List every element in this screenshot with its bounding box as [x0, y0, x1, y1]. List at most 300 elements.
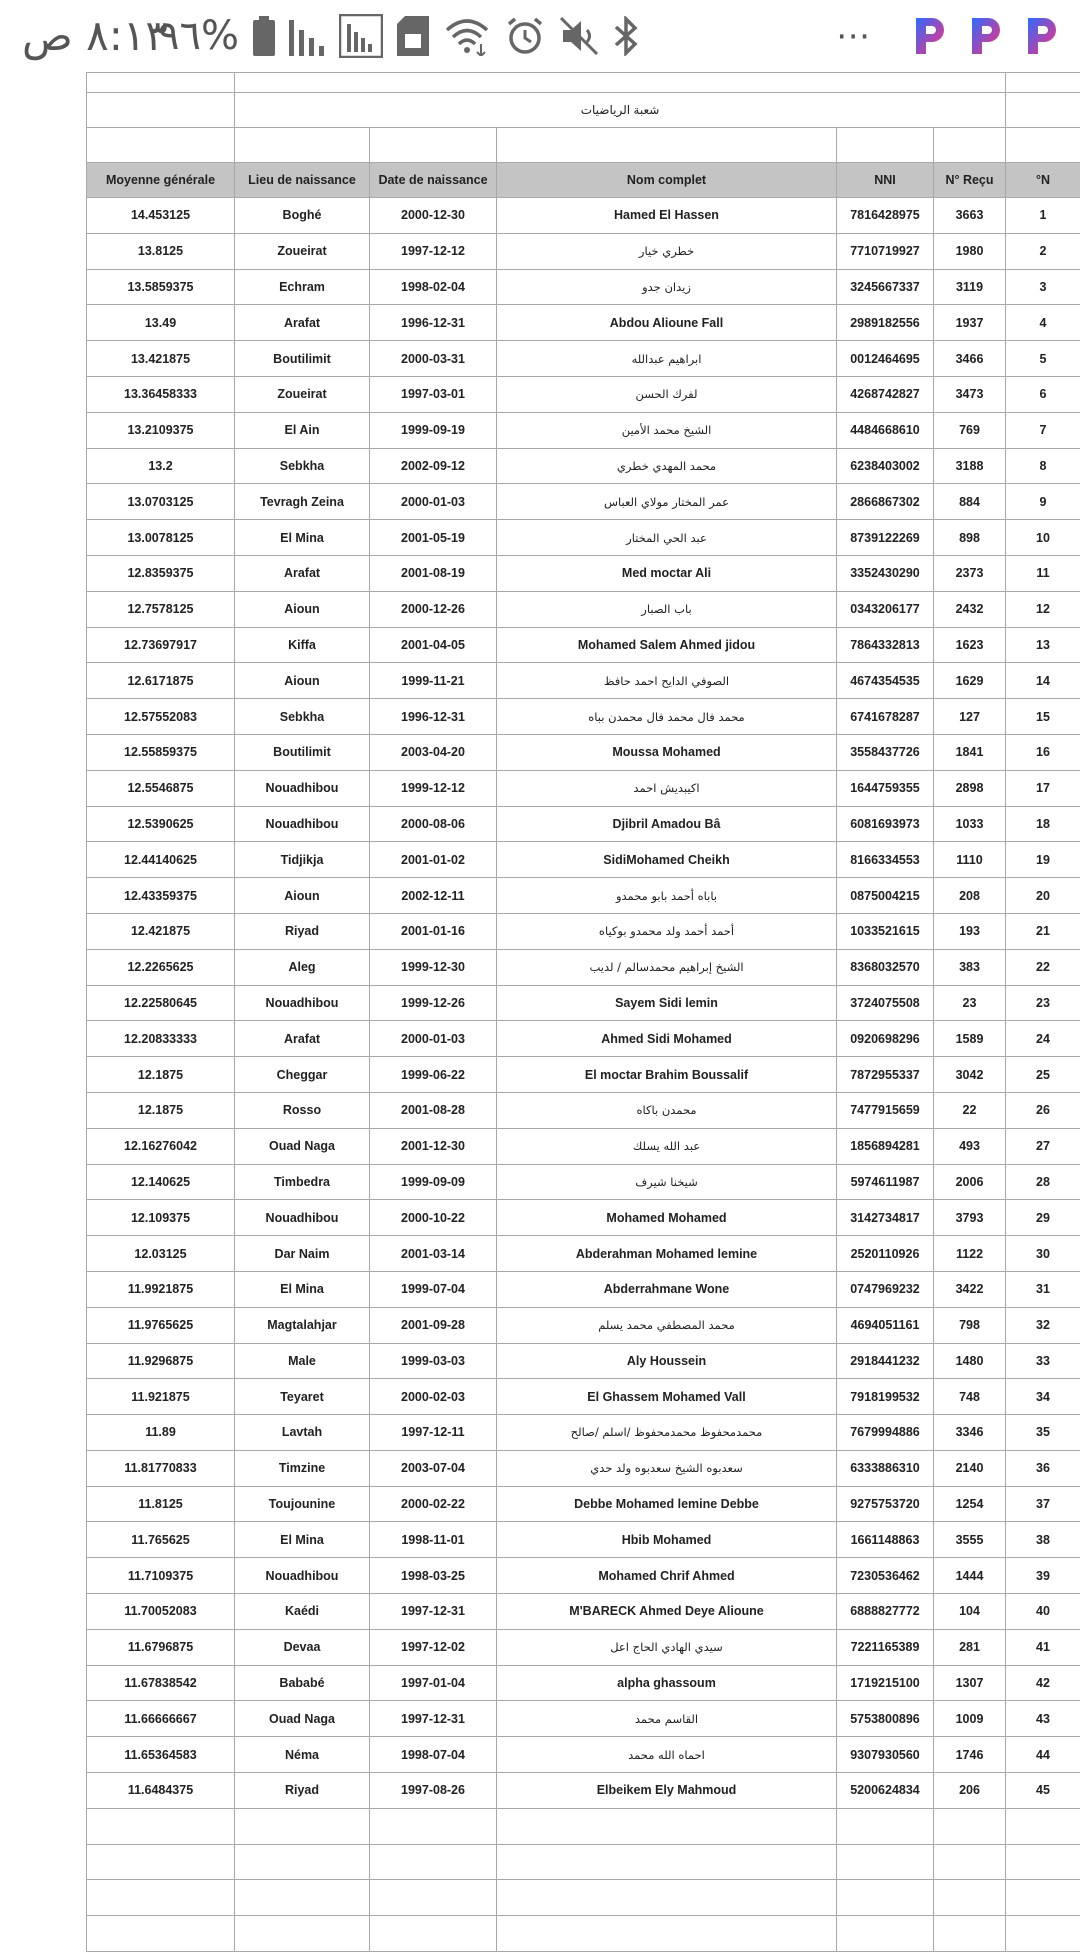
- cell-birthplace: Bababé: [235, 1665, 370, 1701]
- cell-birthplace: Boghé: [235, 198, 370, 234]
- cell-number: 6: [1006, 376, 1080, 412]
- cell-nni: 4484668610: [837, 412, 934, 448]
- cell-fullname: محمدن باكاه: [497, 1092, 837, 1128]
- cell-average: 11.765625: [87, 1522, 235, 1558]
- table-row: [87, 1486, 1080, 1522]
- cell-receipt: 1746: [934, 1737, 1006, 1773]
- cell-birthplace: Toujounine: [235, 1486, 370, 1522]
- cell-birthdate: 2001-05-19: [370, 520, 497, 556]
- table-row: [87, 520, 1080, 556]
- cell-average: 11.9765625: [87, 1307, 235, 1343]
- cell-birthplace: Aioun: [235, 663, 370, 699]
- cell-birthdate: 2001-08-28: [370, 1092, 497, 1128]
- cell-receipt: 2140: [934, 1450, 1006, 1486]
- cell-birthdate: 2001-08-19: [370, 555, 497, 591]
- table-row: [87, 128, 1080, 163]
- cell-birthplace: Néma: [235, 1737, 370, 1773]
- table-row: [87, 1737, 1080, 1773]
- cell-birthdate: 1999-06-22: [370, 1057, 497, 1093]
- cell-birthplace: Lavtah: [235, 1415, 370, 1451]
- table-row: [87, 269, 1080, 305]
- cell-average: 11.81770833: [87, 1450, 235, 1486]
- table-row: [87, 233, 1080, 269]
- cell-average: 11.8125: [87, 1486, 235, 1522]
- cell-birthplace: Zoueirat: [235, 233, 370, 269]
- cell-nni: 6741678287: [837, 699, 934, 735]
- cell-number: 40: [1006, 1594, 1080, 1630]
- cell-receipt: 3473: [934, 376, 1006, 412]
- cell-nni: 8739122269: [837, 520, 934, 556]
- cell-receipt: 1980: [934, 233, 1006, 269]
- cell-number: 32: [1006, 1307, 1080, 1343]
- table-row: [87, 1200, 1080, 1236]
- cell-nni: 7679994886: [837, 1415, 934, 1451]
- cell-receipt: 898: [934, 520, 1006, 556]
- battery-icon: [253, 16, 275, 56]
- app-notification-icon: [912, 14, 948, 58]
- cell-birthplace: Rosso: [235, 1092, 370, 1128]
- table-row: [87, 1092, 1080, 1128]
- cell-fullname: محمد المهدي خطري: [497, 448, 837, 484]
- cell-fullname: Debbe Mohamed lemine Debbe: [497, 1486, 837, 1522]
- cell-birthdate: 1997-12-31: [370, 1701, 497, 1737]
- cell-birthdate: 1997-12-11: [370, 1415, 497, 1451]
- cell-average: 12.1875: [87, 1092, 235, 1128]
- cell-birthplace: Kaédi: [235, 1594, 370, 1630]
- cell-birthdate: 1997-01-04: [370, 1665, 497, 1701]
- cell-fullname: الشيخ محمد الأمين: [497, 412, 837, 448]
- table-row: [87, 555, 1080, 591]
- cell-average: 13.5859375: [87, 269, 235, 305]
- cell-average: 12.1875: [87, 1057, 235, 1093]
- cell-fullname: El Ghassem Mohamed Vall: [497, 1379, 837, 1415]
- cell-nni: 5753800896: [837, 1701, 934, 1737]
- cell-number: 24: [1006, 1021, 1080, 1057]
- table-row: [87, 1343, 1080, 1379]
- cell-number: 17: [1006, 770, 1080, 806]
- cell-nni: 7710719927: [837, 233, 934, 269]
- table-row: [87, 1665, 1080, 1701]
- section-title: شعبة الرياضيات: [235, 93, 1006, 128]
- cell-birthplace: Riyad: [235, 913, 370, 949]
- cell-number: 28: [1006, 1164, 1080, 1200]
- cell-average: 12.7578125: [87, 591, 235, 627]
- cell-receipt: 2432: [934, 591, 1006, 627]
- cell-number: 33: [1006, 1343, 1080, 1379]
- cell-number: 41: [1006, 1629, 1080, 1665]
- cell-birthplace: Arafat: [235, 1021, 370, 1057]
- cell-nni: 5200624834: [837, 1773, 934, 1809]
- table-row: [87, 1021, 1080, 1057]
- cell-birthplace: Kiffa: [235, 627, 370, 663]
- cell-average: 13.2: [87, 448, 235, 484]
- cell-receipt: 3466: [934, 341, 1006, 377]
- cell-number: 29: [1006, 1200, 1080, 1236]
- more-icon[interactable]: ⋯: [836, 16, 872, 56]
- cell-number: 15: [1006, 699, 1080, 735]
- cell-receipt: 1629: [934, 663, 1006, 699]
- cell-number: 19: [1006, 842, 1080, 878]
- cell-receipt: 1444: [934, 1558, 1006, 1594]
- cell-number: 5: [1006, 341, 1080, 377]
- cell-birthplace: Nouadhibou: [235, 1558, 370, 1594]
- cell-birthplace: Ouad Naga: [235, 1701, 370, 1737]
- cell-nni: 6888827772: [837, 1594, 934, 1630]
- table-row: [87, 448, 1080, 484]
- cell-birthplace: El Mina: [235, 1271, 370, 1307]
- cell-birthplace: Devaa: [235, 1629, 370, 1665]
- cell-nni: 0920698296: [837, 1021, 934, 1057]
- column-header: Date de naissance: [370, 163, 497, 198]
- cell-fullname: El moctar Brahim Boussalif: [497, 1057, 837, 1093]
- cell-number: 16: [1006, 734, 1080, 770]
- results-table: [86, 72, 1080, 1952]
- cell-average: 13.0078125: [87, 520, 235, 556]
- cell-receipt: 208: [934, 878, 1006, 914]
- cell-birthdate: 1998-02-04: [370, 269, 497, 305]
- cell-receipt: 884: [934, 484, 1006, 520]
- cell-nni: 2989182556: [837, 305, 934, 341]
- table-row: [87, 376, 1080, 412]
- cell-birthplace: Tidjikja: [235, 842, 370, 878]
- cell-birthdate: 1999-12-12: [370, 770, 497, 806]
- cell-fullname: Abderahman Mohamed lemine: [497, 1236, 837, 1272]
- cell-average: 12.44140625: [87, 842, 235, 878]
- cell-fullname: Hamed El Hassen: [497, 198, 837, 234]
- cell-number: 27: [1006, 1128, 1080, 1164]
- cell-receipt: 748: [934, 1379, 1006, 1415]
- column-header: N° Reçu: [934, 163, 1006, 198]
- cell-average: 12.2265625: [87, 949, 235, 985]
- table-row: [87, 1594, 1080, 1630]
- cell-number: 30: [1006, 1236, 1080, 1272]
- table-row: [87, 1164, 1080, 1200]
- cell-birthplace: Timbedra: [235, 1164, 370, 1200]
- column-header: °N: [1006, 163, 1080, 198]
- cell-number: 8: [1006, 448, 1080, 484]
- cell-average: 12.6171875: [87, 663, 235, 699]
- table-row: [87, 913, 1080, 949]
- table-row: [87, 1379, 1080, 1415]
- table-row: [87, 699, 1080, 735]
- cell-birthdate: 2001-01-02: [370, 842, 497, 878]
- cell-average: 12.8359375: [87, 555, 235, 591]
- cell-average: 13.49: [87, 305, 235, 341]
- table-row: [87, 1057, 1080, 1093]
- cell-birthplace: Teyaret: [235, 1379, 370, 1415]
- status-time: ٨:١٣ ص: [22, 8, 168, 64]
- cell-average: 13.421875: [87, 341, 235, 377]
- cell-birthplace: Riyad: [235, 1773, 370, 1809]
- cell-birthdate: 1999-11-21: [370, 663, 497, 699]
- cell-number: 13: [1006, 627, 1080, 663]
- cell-nni: 3245667337: [837, 269, 934, 305]
- cell-nni: 2520110926: [837, 1236, 934, 1272]
- table-row: [87, 1916, 1080, 1952]
- table-row: [87, 1236, 1080, 1272]
- cell-birthdate: 2000-02-03: [370, 1379, 497, 1415]
- table-row: [87, 1271, 1080, 1307]
- cell-fullname: خطري خيار: [497, 233, 837, 269]
- cell-fullname: Mohamed Mohamed: [497, 1200, 837, 1236]
- cell-receipt: 1937: [934, 305, 1006, 341]
- cell-fullname: Sayem Sidi lemin: [497, 985, 837, 1021]
- cell-receipt: 104: [934, 1594, 1006, 1630]
- cell-nni: 7477915659: [837, 1092, 934, 1128]
- cell-average: 12.20833333: [87, 1021, 235, 1057]
- cell-birthplace: Sebkha: [235, 699, 370, 735]
- cell-fullname: شيخنا شيرف: [497, 1164, 837, 1200]
- table-row: [87, 412, 1080, 448]
- table-row: [87, 770, 1080, 806]
- cell-receipt: 493: [934, 1128, 1006, 1164]
- table-row: [87, 734, 1080, 770]
- cell-receipt: 1307: [934, 1665, 1006, 1701]
- table-row: [87, 1307, 1080, 1343]
- cell-receipt: 1589: [934, 1021, 1006, 1057]
- signal-strength-icon: [339, 14, 383, 58]
- cell-average: 12.73697917: [87, 627, 235, 663]
- cell-average: 13.0703125: [87, 484, 235, 520]
- cell-birthdate: 1997-12-12: [370, 233, 497, 269]
- cell-birthplace: Timzine: [235, 1450, 370, 1486]
- cell-receipt: 23: [934, 985, 1006, 1021]
- cell-fullname: باب الصبار: [497, 591, 837, 627]
- cell-nni: 3352430290: [837, 555, 934, 591]
- cell-average: 12.109375: [87, 1200, 235, 1236]
- cell-average: 11.67838542: [87, 1665, 235, 1701]
- table-row: [87, 1128, 1080, 1164]
- cell-number: 7: [1006, 412, 1080, 448]
- cell-nni: 6081693973: [837, 806, 934, 842]
- cell-number: 20: [1006, 878, 1080, 914]
- cell-average: 12.5546875: [87, 770, 235, 806]
- cell-birthplace: Male: [235, 1343, 370, 1379]
- cell-birthdate: 2001-03-14: [370, 1236, 497, 1272]
- cell-birthdate: 1997-03-01: [370, 376, 497, 412]
- cell-birthdate: 2003-04-20: [370, 734, 497, 770]
- cell-nni: 1856894281: [837, 1128, 934, 1164]
- table-row: [87, 1701, 1080, 1737]
- cell-birthdate: 1998-07-04: [370, 1737, 497, 1773]
- cell-birthdate: 1996-12-31: [370, 699, 497, 735]
- cell-number: 43: [1006, 1701, 1080, 1737]
- cell-birthdate: 2000-01-03: [370, 484, 497, 520]
- cell-birthdate: 2000-12-30: [370, 198, 497, 234]
- cell-birthplace: Tevragh Zeina: [235, 484, 370, 520]
- cell-nni: 2918441232: [837, 1343, 934, 1379]
- cell-birthdate: 2000-10-22: [370, 1200, 497, 1236]
- table-row: [87, 1522, 1080, 1558]
- cell-average: 11.6484375: [87, 1773, 235, 1809]
- cell-number: 10: [1006, 520, 1080, 556]
- cell-fullname: سعدبوه الشيخ سعدبوه ولد حدي: [497, 1450, 837, 1486]
- cell-birthdate: 2001-01-16: [370, 913, 497, 949]
- cell-number: 25: [1006, 1057, 1080, 1093]
- cell-fullname: M'BARECK Ahmed Deye Alioune: [497, 1594, 837, 1630]
- cell-fullname: عمر المختار مولاي العباس: [497, 484, 837, 520]
- battery-percent: ٩٦%: [158, 13, 239, 59]
- cell-number: 12: [1006, 591, 1080, 627]
- cell-average: 12.22580645: [87, 985, 235, 1021]
- cell-receipt: 22: [934, 1092, 1006, 1128]
- cell-receipt: 3555: [934, 1522, 1006, 1558]
- cell-birthdate: 1999-07-04: [370, 1271, 497, 1307]
- cell-nni: 4674354535: [837, 663, 934, 699]
- cell-number: 2: [1006, 233, 1080, 269]
- cell-receipt: 2006: [934, 1164, 1006, 1200]
- table-row: [87, 1558, 1080, 1594]
- cell-fullname: Hbib Mohamed: [497, 1522, 837, 1558]
- cell-nni: 7864332813: [837, 627, 934, 663]
- cell-fullname: Mohamed Chrif Ahmed: [497, 1558, 837, 1594]
- cell-receipt: 769: [934, 412, 1006, 448]
- cell-birthplace: Nouadhibou: [235, 770, 370, 806]
- cell-number: 23: [1006, 985, 1080, 1021]
- table-row: [87, 1415, 1080, 1451]
- cell-number: 42: [1006, 1665, 1080, 1701]
- cell-receipt: 1110: [934, 842, 1006, 878]
- cell-birthplace: Arafat: [235, 305, 370, 341]
- cell-nni: 3142734817: [837, 1200, 934, 1236]
- cell-average: 13.36458333: [87, 376, 235, 412]
- cell-average: 12.140625: [87, 1164, 235, 1200]
- cell-number: 18: [1006, 806, 1080, 842]
- cell-number: 35: [1006, 1415, 1080, 1451]
- cell-fullname: محمدمحفوظ محمدمحفوظ /اسلم /صالح: [497, 1415, 837, 1451]
- table-row: [87, 806, 1080, 842]
- cell-receipt: 1033: [934, 806, 1006, 842]
- cell-birthplace: Arafat: [235, 555, 370, 591]
- alarm-icon: [505, 16, 545, 56]
- cell-nni: 6333886310: [837, 1450, 934, 1486]
- cell-birthdate: 1998-03-25: [370, 1558, 497, 1594]
- cell-receipt: 1841: [934, 734, 1006, 770]
- cell-receipt: 3346: [934, 1415, 1006, 1451]
- cell-average: 13.8125: [87, 233, 235, 269]
- cell-birthdate: 2001-09-28: [370, 1307, 497, 1343]
- cell-average: 11.65364583: [87, 1737, 235, 1773]
- cell-fullname: Moussa Mohamed: [497, 734, 837, 770]
- cell-birthdate: 2000-02-22: [370, 1486, 497, 1522]
- cell-number: 26: [1006, 1092, 1080, 1128]
- cell-average: 11.7109375: [87, 1558, 235, 1594]
- table-row: [87, 1844, 1080, 1880]
- status-right: [836, 10, 1060, 62]
- cell-nni: 4694051161: [837, 1307, 934, 1343]
- cell-receipt: 1623: [934, 627, 1006, 663]
- cell-fullname: عبد الحي المختار: [497, 520, 837, 556]
- table-row: [87, 627, 1080, 663]
- table-row: [87, 949, 1080, 985]
- cell-average: 11.89: [87, 1415, 235, 1451]
- cell-fullname: alpha ghassoum: [497, 1665, 837, 1701]
- cell-birthplace: Cheggar: [235, 1057, 370, 1093]
- cell-receipt: 127: [934, 699, 1006, 735]
- cell-birthdate: 1999-09-19: [370, 412, 497, 448]
- cell-nni: 4268742827: [837, 376, 934, 412]
- cell-number: 11: [1006, 555, 1080, 591]
- cell-number: 22: [1006, 949, 1080, 985]
- cell-birthdate: 1997-12-31: [370, 1594, 497, 1630]
- cell-receipt: 1009: [934, 1701, 1006, 1737]
- results-document: [86, 72, 1080, 1952]
- cell-birthplace: El Mina: [235, 1522, 370, 1558]
- cell-birthplace: Aioun: [235, 878, 370, 914]
- cell-fullname: احماه الله محمد: [497, 1737, 837, 1773]
- cell-average: 14.453125: [87, 198, 235, 234]
- cell-average: 11.70052083: [87, 1594, 235, 1630]
- cell-nni: 1719215100: [837, 1665, 934, 1701]
- cell-receipt: 3188: [934, 448, 1006, 484]
- cell-birthdate: 1999-03-03: [370, 1343, 497, 1379]
- cell-nni: 3558437726: [837, 734, 934, 770]
- cell-nni: 8166334553: [837, 842, 934, 878]
- cell-receipt: 2898: [934, 770, 1006, 806]
- cell-birthplace: Ouad Naga: [235, 1128, 370, 1164]
- cell-fullname: اكيبديش احمد: [497, 770, 837, 806]
- table-row: [87, 1773, 1080, 1809]
- cell-nni: 7816428975: [837, 198, 934, 234]
- cell-birthdate: 1999-12-26: [370, 985, 497, 1021]
- status-icons: [150, 12, 639, 60]
- cell-nni: 0343206177: [837, 591, 934, 627]
- cell-average: 12.03125: [87, 1236, 235, 1272]
- table-row: [87, 985, 1080, 1021]
- cell-fullname: محمد المصطفي محمد يسلم: [497, 1307, 837, 1343]
- cell-fullname: Ahmed Sidi Mohamed: [497, 1021, 837, 1057]
- cell-fullname: ابراهيم عبدالله: [497, 341, 837, 377]
- cell-birthdate: 2000-01-03: [370, 1021, 497, 1057]
- table-row: [87, 842, 1080, 878]
- cell-average: 11.6796875: [87, 1629, 235, 1665]
- header-row: [87, 163, 1080, 198]
- cell-birthplace: Boutilimit: [235, 734, 370, 770]
- table-row: [87, 305, 1080, 341]
- cell-receipt: 3119: [934, 269, 1006, 305]
- cell-birthplace: Zoueirat: [235, 376, 370, 412]
- cell-fullname: محمد فال محمد فال محمدن بباه: [497, 699, 837, 735]
- cell-birthdate: 1998-11-01: [370, 1522, 497, 1558]
- cell-nni: 7872955337: [837, 1057, 934, 1093]
- cell-birthdate: 1997-12-02: [370, 1629, 497, 1665]
- cell-fullname: لفرك الحسن: [497, 376, 837, 412]
- cell-average: 11.9296875: [87, 1343, 235, 1379]
- cell-birthdate: 2001-12-30: [370, 1128, 497, 1164]
- cell-number: 1: [1006, 198, 1080, 234]
- cell-fullname: أحمد أحمد ولد محمدو بوكياه: [497, 913, 837, 949]
- cell-receipt: 3422: [934, 1271, 1006, 1307]
- cell-number: 3: [1006, 269, 1080, 305]
- cell-birthdate: 1999-09-09: [370, 1164, 497, 1200]
- table-row: [87, 1450, 1080, 1486]
- cell-number: 44: [1006, 1737, 1080, 1773]
- cell-birthplace: Boutilimit: [235, 341, 370, 377]
- mute-icon: [559, 16, 599, 56]
- cell-receipt: 2373: [934, 555, 1006, 591]
- cell-fullname: SidiMohamed Cheikh: [497, 842, 837, 878]
- cell-average: 12.421875: [87, 913, 235, 949]
- cell-birthdate: 2002-12-11: [370, 878, 497, 914]
- cell-birthdate: 1996-12-31: [370, 305, 497, 341]
- cell-receipt: 1480: [934, 1343, 1006, 1379]
- cell-fullname: الصوفي الدايح احمد حافظ: [497, 663, 837, 699]
- cell-average: 13.2109375: [87, 412, 235, 448]
- cell-nni: 9307930560: [837, 1737, 934, 1773]
- cell-nni: 3724075508: [837, 985, 934, 1021]
- table-row: [87, 1629, 1080, 1665]
- cell-birthplace: Aioun: [235, 591, 370, 627]
